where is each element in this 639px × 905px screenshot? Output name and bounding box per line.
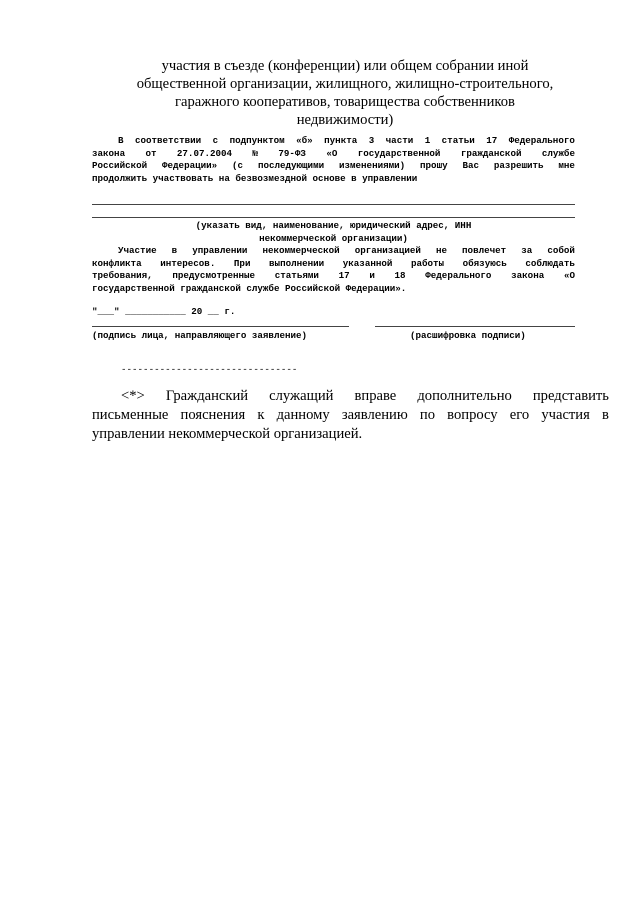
word: мне: [558, 160, 575, 171]
word: закона: [511, 270, 545, 281]
signature-caption: (подпись лица, направляющего заявление): [92, 330, 308, 341]
request-line: продолжить участвовать на безвозмездной основе в управлении: [92, 172, 418, 184]
word: Федерального: [508, 135, 575, 146]
word: соблюдать: [525, 257, 575, 269]
word: с: [212, 135, 219, 146]
word: от: [145, 147, 157, 159]
word: в: [601, 407, 609, 423]
word: требования,: [92, 270, 153, 281]
word: интересов.: [160, 257, 216, 269]
word: 18: [394, 270, 406, 281]
signature-decoding-caption: (расшифровка подписи): [410, 330, 526, 341]
word: выполнении: [269, 257, 325, 269]
word: государственной: [357, 147, 441, 159]
footnote-line: [92, 406, 609, 425]
word: Российской: [92, 160, 148, 171]
word: в: [171, 245, 178, 256]
word: работы: [410, 257, 445, 269]
word: «О: [563, 270, 575, 281]
title-line: гаражного кооперативов, товарищества собственников: [175, 94, 515, 110]
word: письменные: [92, 407, 169, 423]
org-blank-line: [92, 217, 575, 218]
word: 17: [338, 270, 350, 281]
org-caption-line: некоммерческой организации): [259, 232, 408, 244]
date-line: "___" ___________ 20 __ г.: [92, 306, 236, 317]
word: Участие: [118, 245, 157, 256]
word: некоммерческой: [262, 245, 340, 256]
signature-line: [92, 326, 349, 327]
word: повлечет: [462, 245, 507, 256]
word: организацией: [354, 245, 421, 256]
word: участия: [541, 407, 590, 423]
title-line: недвижимости): [296, 112, 394, 128]
signature-decoding-line: [375, 326, 575, 327]
conflict-line: [118, 245, 575, 257]
word: статьи: [441, 135, 475, 146]
word: 27.07.2004: [176, 147, 233, 159]
word: 17: [486, 135, 498, 146]
word: изменениями): [338, 160, 406, 171]
title-line: общественной организации, жилищного, жилищно-строительного,: [136, 76, 554, 92]
word: вправе: [354, 388, 397, 404]
word: 3: [368, 135, 375, 146]
word: закона: [92, 147, 126, 159]
word: его: [509, 407, 530, 423]
word: служащий: [269, 388, 334, 404]
conflict-line: государственной гражданской службе Российской Федерации».: [92, 282, 407, 294]
org-blank-line: [92, 204, 575, 205]
word: не: [435, 245, 447, 256]
word: Федерального: [425, 270, 492, 281]
word: заявлению: [341, 407, 408, 423]
word: управлении: [192, 245, 248, 256]
word: <*>: [121, 388, 145, 404]
word: службе: [541, 147, 575, 159]
word: данному: [276, 407, 330, 423]
document-title: [110, 57, 580, 129]
word: дополнительно: [417, 388, 512, 404]
org-caption-line: (указать вид, наименование, юридический адрес, ИНН: [195, 220, 472, 231]
word: по: [419, 407, 436, 423]
word: к: [257, 407, 265, 423]
word: Гражданский: [165, 388, 249, 404]
word: 1: [424, 135, 431, 146]
word: вопросу: [447, 407, 498, 423]
word: указанной: [342, 257, 393, 269]
word: «б»: [296, 135, 313, 146]
footnote-line: управлении некоммерческой организацией.: [92, 426, 363, 442]
word: последующими: [257, 160, 325, 171]
word: соответствии: [134, 135, 202, 146]
conflict-line: [92, 258, 575, 270]
word: разрешить: [493, 160, 544, 171]
word: «О: [326, 147, 338, 159]
word: собой: [547, 245, 575, 256]
word: части: [385, 135, 414, 146]
footnote-separator: --------------------------------: [121, 364, 298, 375]
word: за: [521, 245, 533, 256]
word: конфликта: [92, 257, 142, 269]
word: статьями: [274, 270, 319, 281]
word: представить: [532, 388, 609, 404]
word: При: [233, 257, 251, 269]
title-line: участия в съезде (конференции) или общем собрании иной: [161, 58, 529, 74]
word: прошу: [420, 160, 448, 171]
request-line: [118, 135, 575, 147]
request-line: [92, 160, 575, 172]
word: В: [118, 135, 124, 146]
conflict-line: [92, 270, 575, 282]
word: предусмотренные: [172, 270, 256, 281]
word: и: [369, 270, 375, 281]
word: №: [252, 147, 258, 159]
word: пояснения: [180, 407, 246, 423]
word: пункта: [324, 135, 358, 146]
word: (с: [232, 160, 244, 171]
word: 79-ФЗ: [278, 147, 306, 159]
word: Вас: [462, 160, 480, 171]
word: Федерации»: [162, 160, 218, 171]
word: гражданской: [460, 147, 522, 159]
request-line: [92, 148, 575, 160]
word: подпунктом: [229, 135, 285, 146]
footnote-line: [121, 387, 609, 406]
word: обязуюсь: [462, 257, 507, 269]
